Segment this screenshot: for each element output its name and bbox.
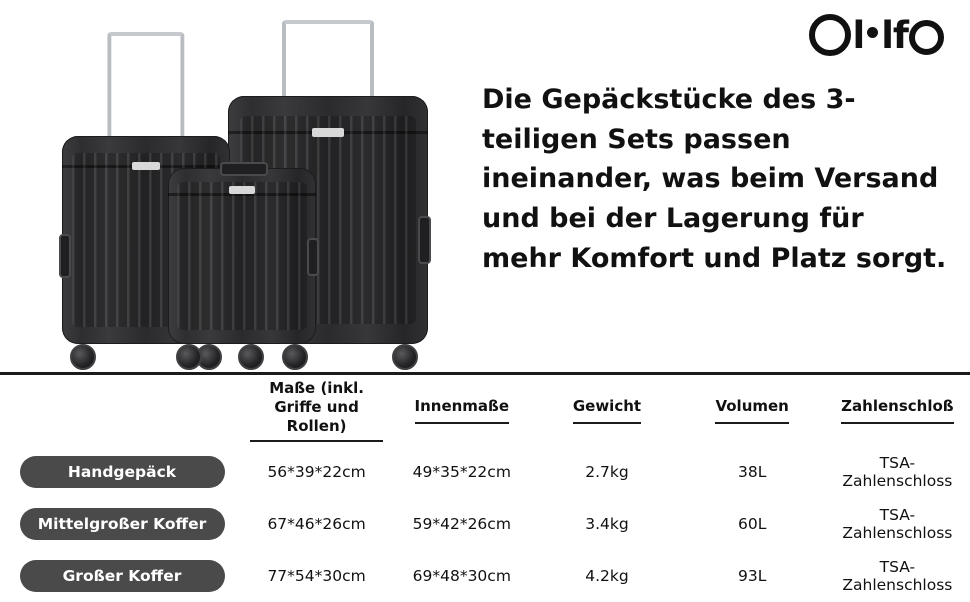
top-grip-icon [220, 162, 268, 176]
table-header [0, 375, 970, 446]
table-header-inner-dimensions [389, 375, 534, 446]
cell-inner-dimensions: 49*35*22cm [412, 463, 511, 482]
cell-outer-dimensions: 77*54*30cm [267, 567, 366, 586]
row-label-cell [0, 446, 244, 498]
table-row [0, 446, 970, 498]
specifications-table-section [0, 372, 970, 600]
brand-badge [132, 162, 160, 170]
table-header-weight [534, 375, 679, 446]
cell-inner-dimensions: 69*48*30cm [412, 567, 511, 586]
brand-badge [229, 186, 255, 194]
row-label-pill: Mittelgroßer Koffer [20, 508, 225, 540]
table-header-volume [680, 375, 825, 446]
cell-volume: 38L [737, 463, 767, 482]
header-inner-label: Innenmaße [415, 397, 510, 424]
row-label-pill: Handgepäck [20, 456, 225, 488]
header-volume-label: Volumen [715, 397, 788, 424]
header-outer-line2: Griffe und Rollen) [274, 397, 359, 435]
telescopic-handle-icon [107, 32, 184, 136]
brand-logo [809, 14, 944, 56]
logo-letters-lf: lf [881, 13, 908, 57]
cell-lock: TSA-Zahlenschloss [842, 558, 953, 595]
specifications-table [0, 375, 970, 602]
table-header-corner [0, 375, 244, 446]
logo-ring-end-icon [909, 20, 944, 55]
side-grip-icon [59, 234, 71, 278]
wheel [176, 344, 202, 370]
row-label-pill: Großer Koffer [20, 560, 225, 592]
table-header-outer-dimensions [244, 375, 389, 446]
small-suitcase-body [168, 168, 316, 344]
small-suitcase [168, 168, 316, 370]
cell-outer-dimensions: 56*39*22cm [267, 463, 366, 482]
shell-ribs [177, 182, 307, 330]
luggage-illustration [0, 0, 470, 372]
logo-dot-icon [867, 27, 878, 38]
header-outer-line1: Maße (inkl. [269, 379, 364, 397]
logo-ring-icon [809, 14, 851, 56]
table-row [0, 498, 970, 550]
table-header-lock [825, 375, 970, 446]
cell-weight: 3.4kg [585, 515, 629, 534]
cell-volume: 93L [737, 567, 767, 586]
table-row [0, 550, 970, 602]
cell-weight: 2.7kg [585, 463, 629, 482]
cell-lock: TSA-Zahlenschloss [842, 454, 953, 491]
row-label-cell [0, 550, 244, 602]
headline-text: Die Gepäckstücke des 3-teiligen Sets passen ineinander, was beim Versand und bei der Lagerung für mehr Komfort und Platz sorgt. [482, 84, 947, 274]
header-weight-label: Gewicht [573, 397, 641, 424]
table-body [0, 446, 970, 602]
cell-outer-dimensions: 67*46*26cm [267, 515, 366, 534]
brand-badge [312, 128, 344, 137]
cell-weight: 4.2kg [585, 567, 629, 586]
cell-inner-dimensions: 59*42*26cm [412, 515, 511, 534]
side-grip-icon [307, 238, 319, 276]
table-header-row [0, 375, 970, 446]
header-lock-label: Zahlenschloß [841, 397, 953, 424]
row-label-cell [0, 498, 244, 550]
logo-letter-l: l [852, 13, 865, 57]
wheel [392, 344, 418, 370]
cell-lock: TSA-Zahlenschloss [842, 506, 953, 543]
telescopic-handle-icon [282, 20, 374, 96]
cell-volume: 60L [737, 515, 767, 534]
wheel [282, 344, 308, 370]
wheel [70, 344, 96, 370]
side-grip-icon [418, 216, 431, 264]
